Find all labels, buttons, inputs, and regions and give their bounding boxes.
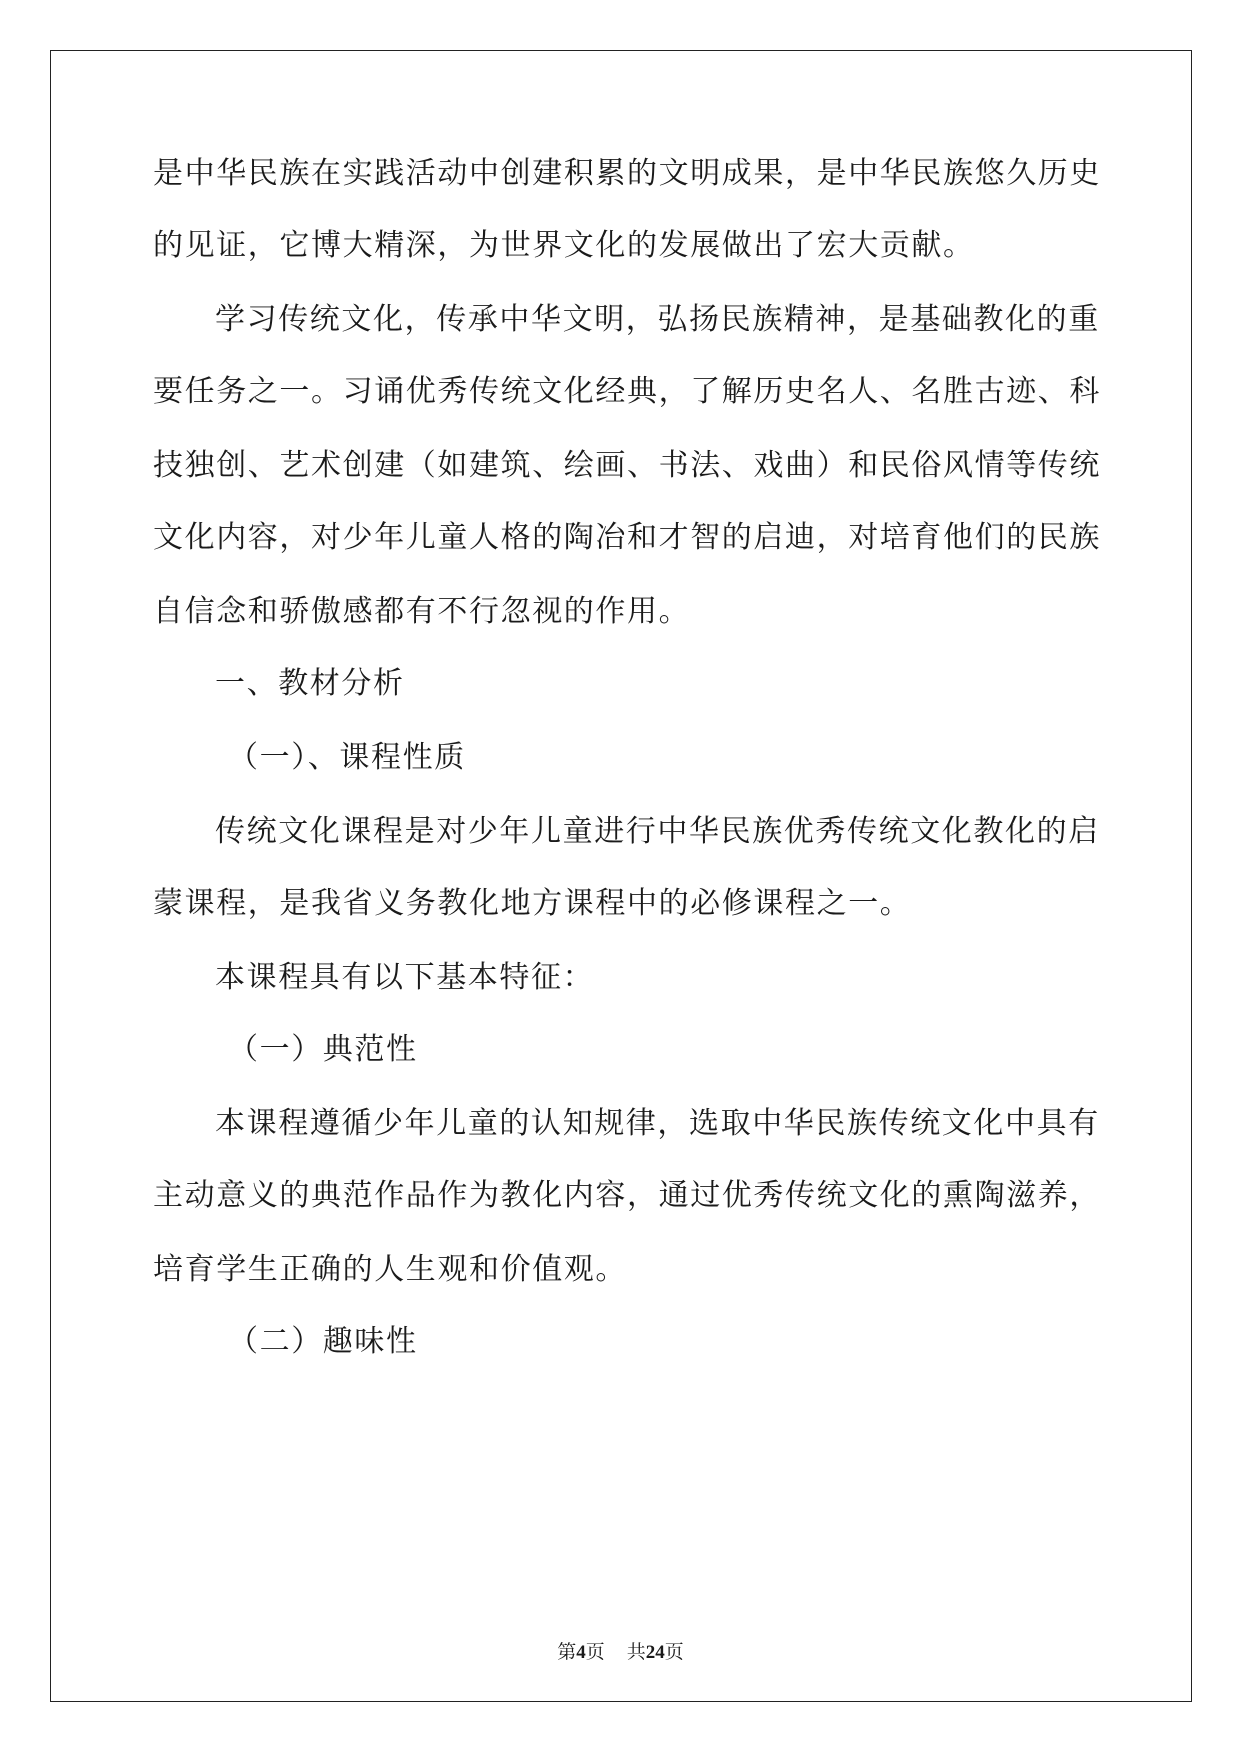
page-prefix: 第 [557, 1642, 577, 1663]
body-line-4: 要任务之一。习诵优秀传统文化经典，了解历史名人、名胜古迹、科 [153, 374, 1101, 409]
body-line-14: 本课程遵循少年儿童的认知规律，选取中华民族传统文化中具有 [215, 1106, 1100, 1141]
page-border [50, 50, 1192, 1702]
total-prefix: 共 [626, 1642, 646, 1663]
subsection-heading: （一）、课程性质 [228, 740, 466, 775]
body-line-2: 的见证，它博大精深，为世界文化的发展做出了宏大贡献。 [153, 228, 975, 263]
body-line-6: 文化内容，对少年儿童人格的陶冶和才智的启迪，对培育他们的民族 [153, 520, 1101, 555]
page-number: 4 [576, 1642, 586, 1663]
body-line-16: 培育学生正确的人生观和价值观。 [153, 1252, 627, 1287]
body-line-12: 本课程具有以下基本特征： [215, 960, 595, 995]
body-line-11: 蒙课程，是我省义务教化地方课程中的必修课程之一。 [153, 886, 912, 921]
body-line-7: 自信念和骄傲感都有不行忽视的作用。 [153, 594, 691, 629]
body-line-10: 传统文化课程是对少年儿童进行中华民族优秀传统文化教化的启 [215, 814, 1100, 849]
page-suffix: 页 [585, 1642, 605, 1663]
total-suffix: 页 [664, 1642, 684, 1663]
feature-heading-2: （二）趣味性 [228, 1324, 418, 1359]
body-line-15: 主动意义的典范作品作为教化内容，通过优秀传统文化的熏陶滋养， [153, 1178, 1101, 1213]
body-line-5: 技独创、艺术创建（如建筑、绘画、书法、戏曲）和民俗风情等传统 [153, 448, 1101, 483]
body-line-1: 是中华民族在实践活动中创建积累的文明成果，是中华民族悠久历史 [153, 156, 1101, 191]
section-heading: 一、教材分析 [215, 666, 405, 701]
page-footer [0, 1640, 1241, 1666]
total-pages: 24 [645, 1642, 665, 1663]
body-line-3: 学习传统文化，传承中华文明，弘扬民族精神，是基础教化的重 [215, 302, 1100, 337]
feature-heading-1: （一）典范性 [228, 1032, 418, 1067]
